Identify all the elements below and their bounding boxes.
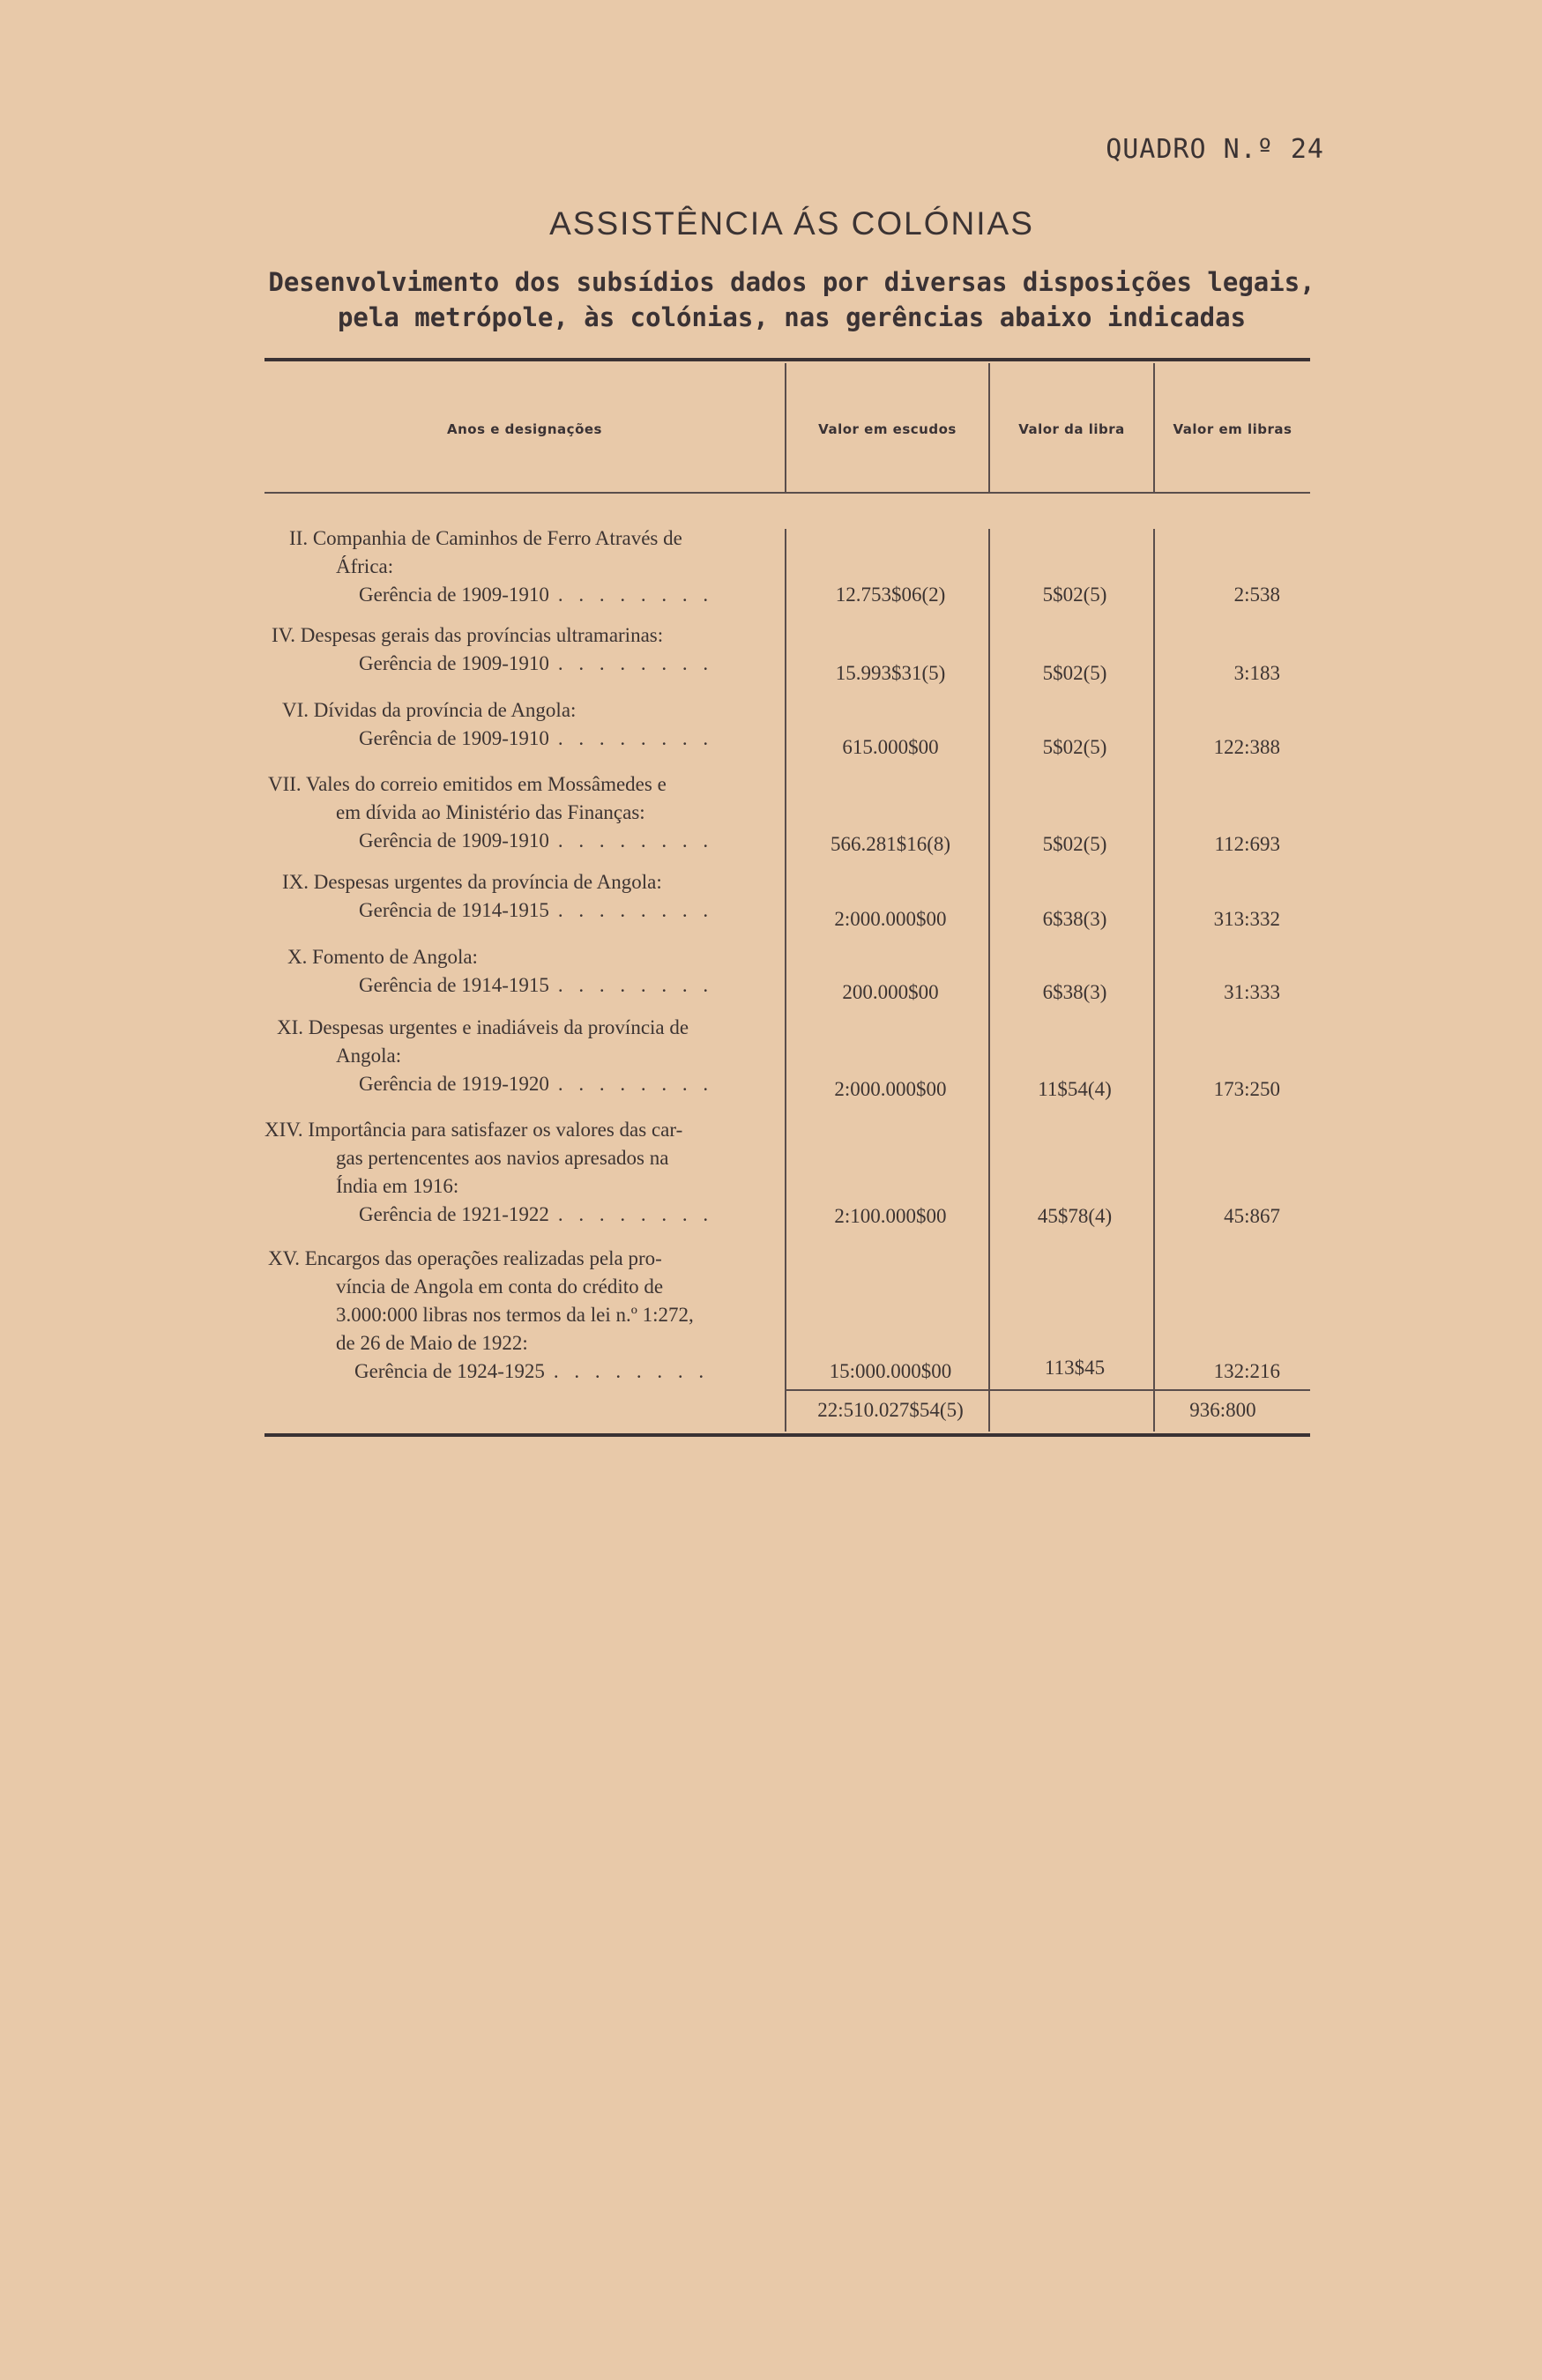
- column-header-libra: Valor da libra: [1018, 421, 1125, 437]
- gerencia-label: Gerência de 1914-1915: [359, 899, 549, 921]
- dot-leader: . . . . . . . .: [557, 1203, 714, 1225]
- table-bottom-rule: [264, 1433, 1310, 1437]
- row-gerencia: [264, 1201, 776, 1229]
- row-designation-cont: víncia de Angola em conta do crédito de: [336, 1276, 664, 1298]
- row-designation-cont: de 26 de Maio de 1922:: [336, 1332, 528, 1354]
- row-designation-cont: Angola:: [336, 1045, 402, 1067]
- value-escudos: 15:000.000$00: [829, 1360, 952, 1382]
- value-escudos: 566.281$16(8): [830, 833, 951, 855]
- table-row: [264, 868, 776, 925]
- table-row: [264, 1116, 776, 1229]
- total-rule: [785, 1389, 1310, 1391]
- gerencia-label: Gerência de 1909-1910: [359, 584, 549, 606]
- value-libras: 31:333: [1224, 981, 1280, 1003]
- row-designation: VI. Dívidas da província de Angola:: [282, 699, 577, 721]
- table-row: [264, 943, 776, 1000]
- value-libras: 2:538: [1233, 584, 1280, 606]
- row-designation: XV. Encargos das operações realizadas pela pro-: [268, 1247, 662, 1269]
- dot-leader: . . . . . . . .: [557, 584, 714, 606]
- value-libras: 132:216: [1213, 1360, 1280, 1382]
- row-designation-cont: Índia em 1916:: [336, 1175, 459, 1197]
- column-header-designations: Anos e designações: [447, 421, 602, 437]
- value-libra: 5$02(5): [1042, 736, 1107, 758]
- table-row: [264, 524, 776, 609]
- dot-leader: . . . . . . . .: [557, 652, 714, 674]
- row-gerencia: [264, 1357, 776, 1386]
- table-number: QUADRO N.º 24: [1106, 134, 1324, 165]
- column-header-escudos: Valor em escudos: [818, 421, 957, 437]
- row-designation-cont: gas pertencentes aos navios apresados na: [336, 1147, 669, 1169]
- row-gerencia: [264, 650, 776, 678]
- value-escudos: 2:000.000$00: [834, 908, 947, 930]
- row-designation: X. Fomento de Angola:: [287, 946, 478, 968]
- table-row: [264, 1014, 776, 1098]
- row-gerencia: [264, 896, 776, 925]
- row-gerencia: [264, 1070, 776, 1098]
- dot-leader: . . . . . . . .: [557, 899, 714, 921]
- value-escudos: 15.993$31(5): [835, 662, 946, 684]
- column-divider: [988, 529, 990, 1432]
- table-row: [264, 770, 776, 855]
- value-escudos: 2:000.000$00: [834, 1078, 947, 1100]
- value-libra: 5$02(5): [1042, 662, 1107, 684]
- column-header-libras: Valor em libras: [1173, 421, 1292, 437]
- dot-leader: . . . . . . . .: [557, 727, 714, 749]
- row-gerencia: [264, 581, 776, 609]
- total-libras: 936:800: [1189, 1399, 1256, 1421]
- gerencia-label: Gerência de 1909-1910: [359, 727, 549, 749]
- value-libra: 5$02(5): [1042, 833, 1107, 855]
- row-designation: IV. Despesas gerais das províncias ultramarinas:: [272, 624, 664, 646]
- dot-leader: . . . . . . . .: [557, 829, 714, 852]
- subtitle-line: Desenvolvimento dos subsídios dados por diversas disposições legais,: [268, 267, 1315, 297]
- dot-leader: . . . . . . . .: [557, 1073, 714, 1095]
- value-libras: 122:388: [1213, 736, 1280, 758]
- gerencia-label: Gerência de 1909-1910: [359, 829, 549, 852]
- header-bottom-rule: [264, 492, 1310, 494]
- row-designation-cont: África:: [336, 555, 394, 577]
- row-designation: II. Companhia de Caminhos de Ferro Através de: [289, 527, 682, 549]
- table-top-rule: [264, 358, 1310, 361]
- value-libras: 313:332: [1213, 908, 1280, 930]
- page-title: ASSISTÊNCIA ÁS COLÓNIAS: [549, 205, 1034, 242]
- value-libra: 113$45: [1044, 1357, 1106, 1379]
- value-libra: 5$02(5): [1042, 584, 1107, 606]
- value-escudos: 12.753$06(2): [835, 584, 946, 606]
- total-escudos: 22:510.027$54(5): [817, 1399, 964, 1421]
- value-libra: 45$78(4): [1037, 1205, 1113, 1227]
- value-libras: 173:250: [1213, 1078, 1280, 1100]
- gerencia-label: Gerência de 1921-1922: [359, 1203, 549, 1225]
- row-designation: XIV. Importância para satisfazer os valores das car-: [264, 1119, 683, 1141]
- page-subtitle: [264, 264, 1319, 335]
- gerencia-label: Gerência de 1924-1925: [354, 1360, 545, 1382]
- value-escudos: 615.000$00: [842, 736, 939, 758]
- table-row: [264, 621, 776, 678]
- value-libras: 3:183: [1233, 662, 1280, 684]
- subtitle-line: pela metrópole, às colónias, nas gerências abaixo indicadas: [337, 302, 1247, 332]
- gerencia-label: Gerência de 1909-1910: [359, 652, 549, 674]
- value-escudos: 2:100.000$00: [834, 1205, 947, 1227]
- row-designation-cont: 3.000:000 libras nos termos da lei n.º 1:272,: [336, 1304, 694, 1326]
- row-designation: VII. Vales do correio emitidos em Mossâmedes e: [268, 773, 667, 795]
- value-libras: 112:693: [1214, 833, 1280, 855]
- row-gerencia: [264, 725, 776, 753]
- value-escudos: 200.000$00: [842, 981, 939, 1003]
- table-row: [264, 1245, 776, 1386]
- value-libra: 6$38(3): [1042, 908, 1107, 930]
- column-divider: [785, 529, 786, 1432]
- value-libra: 6$38(3): [1042, 981, 1107, 1003]
- dot-leader: . . . . . . . .: [553, 1360, 710, 1382]
- value-libra: 11$54(4): [1038, 1078, 1112, 1100]
- column-divider: [1153, 529, 1155, 1432]
- gerencia-label: Gerência de 1914-1915: [359, 974, 549, 996]
- row-gerencia: [264, 971, 776, 1000]
- row-designation: XI. Despesas urgentes e inadiáveis da província de: [277, 1016, 689, 1038]
- dot-leader: . . . . . . . .: [557, 974, 714, 996]
- gerencia-label: Gerência de 1919-1920: [359, 1073, 549, 1095]
- row-designation: IX. Despesas urgentes da província de Angola:: [282, 871, 662, 893]
- row-gerencia: [264, 827, 776, 855]
- value-libras: 45:867: [1224, 1205, 1280, 1227]
- row-designation-cont: em dívida ao Ministério das Finanças:: [336, 801, 645, 823]
- table-row: [264, 696, 776, 753]
